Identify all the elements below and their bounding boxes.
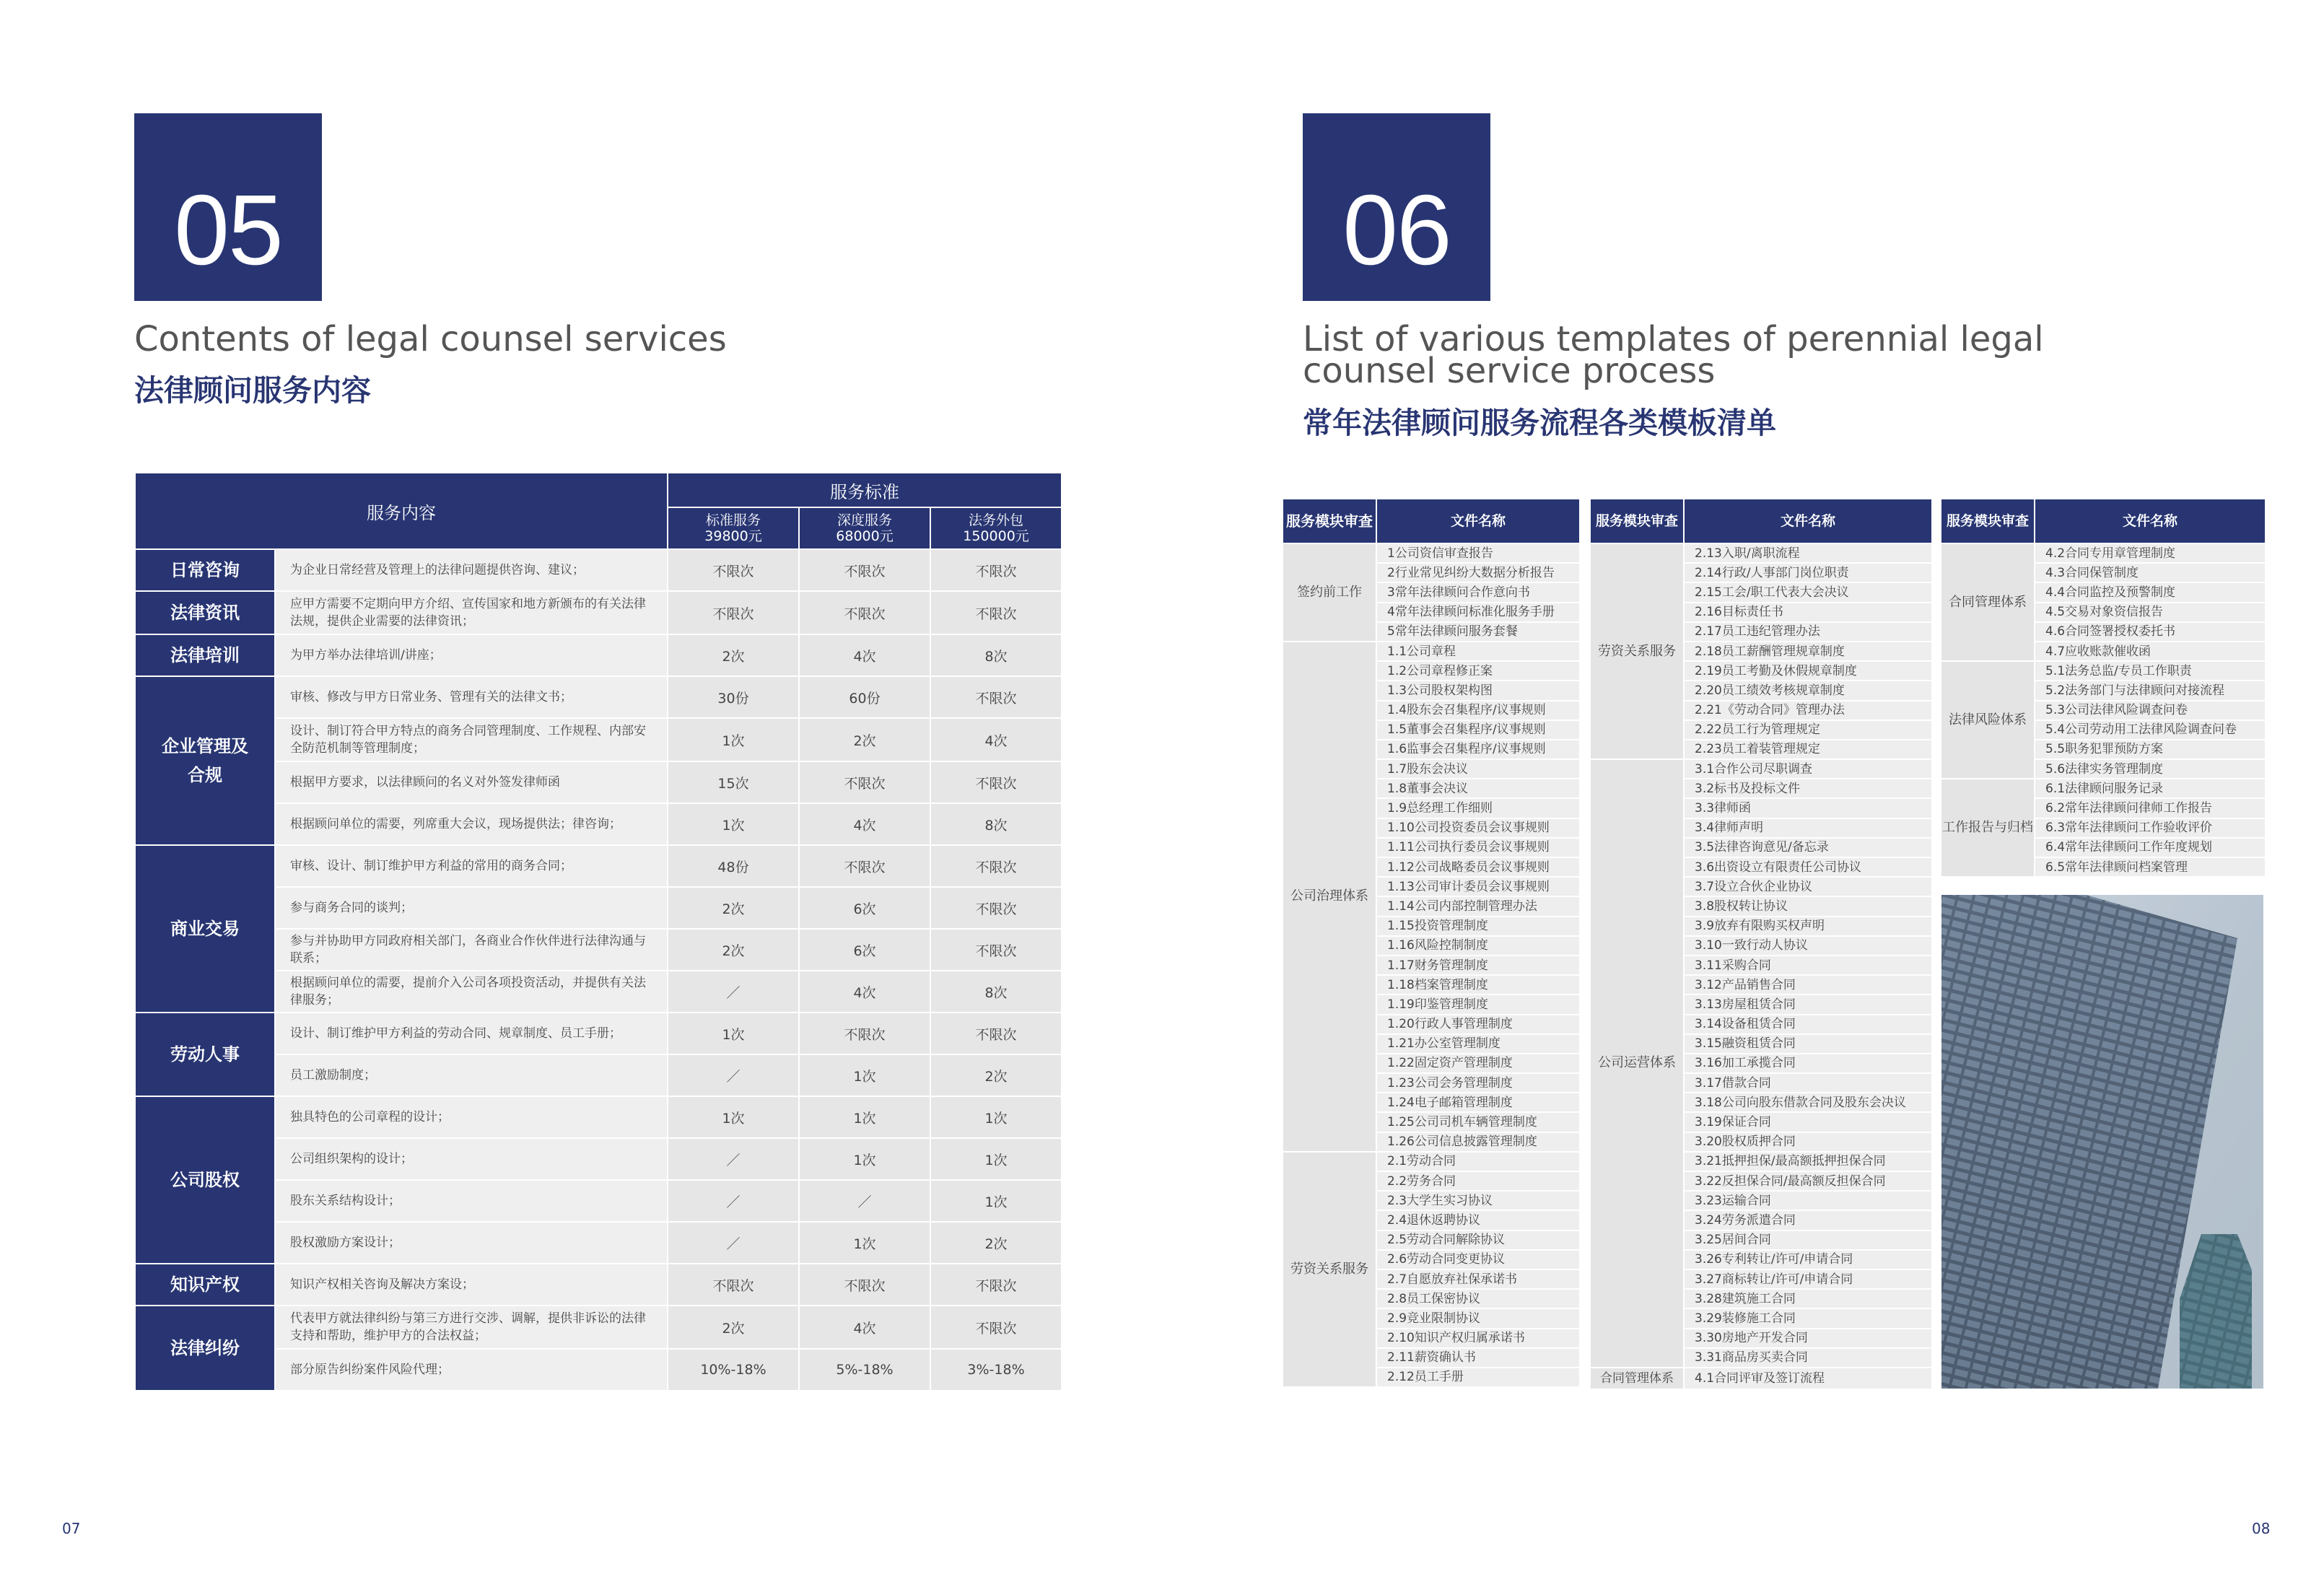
service-content-header: 服务内容 <box>135 473 668 549</box>
template-file: 5.3公司法律风险调查问卷 <box>2035 701 2266 720</box>
service-value: 2次 <box>930 1054 1062 1096</box>
service-description: 根据顾问单位的需要，提前介入公司各项投资活动，并提供有关法律服务； <box>275 971 668 1013</box>
template-file: 5常年法律顾问服务套餐 <box>1376 622 1580 642</box>
template-file: 5.1法务总监/专员工作职责 <box>2035 661 2266 681</box>
template-file: 2.8员工保密协议 <box>1376 1289 1580 1308</box>
service-category: 劳动人事 <box>135 1013 275 1096</box>
template-file: 4.6合同签署授权委托书 <box>2035 622 2266 642</box>
template-file: 5.4公司劳动用工法律风险调查问卷 <box>2035 720 2266 740</box>
template-file: 3.2标书及投标文件 <box>1684 779 1932 798</box>
service-row <box>135 549 1062 591</box>
service-value: 不限次 <box>930 761 1062 803</box>
template-row <box>1590 543 1932 563</box>
template-file: 2.18员工薪酬管理规章制度 <box>1684 642 1932 661</box>
template-file: 3.11采购合同 <box>1684 956 1932 975</box>
template-file: 6.3常年法律顾问工作验收评价 <box>2035 818 2266 838</box>
service-row <box>135 845 1062 887</box>
template-file: 4.3合同保管制度 <box>2035 563 2266 582</box>
template-file: 2.12员工手册 <box>1376 1368 1580 1387</box>
service-description: 股东关系结构设计； <box>275 1180 668 1222</box>
template-file: 6.4常年法律顾问工作年度规划 <box>2035 838 2266 857</box>
service-category: 企业管理及合规 <box>135 676 275 845</box>
module-cell: 劳资关系服务 <box>1590 543 1684 759</box>
service-value: 3%-18% <box>930 1349 1062 1391</box>
service-row <box>135 676 1062 718</box>
template-file: 2.20员工绩效考核规章制度 <box>1684 681 1932 700</box>
service-value: 不限次 <box>930 845 1062 887</box>
template-file: 3.6出资设立有限责任公司协议 <box>1684 857 1932 877</box>
service-value: 不限次 <box>930 591 1062 634</box>
service-value: 1次 <box>930 1096 1062 1138</box>
service-row <box>135 634 1062 676</box>
template-file: 3.3律师函 <box>1684 798 1932 818</box>
service-category: 法律纠纷 <box>135 1306 275 1391</box>
template-file: 2.14行政/人事部门岗位职责 <box>1684 563 1932 582</box>
section-badge-05: 05 <box>134 113 322 301</box>
template-file: 4.2合同专用章管理制度 <box>2035 543 2266 563</box>
template-file: 6.5常年法律顾问档案管理 <box>2035 857 2266 877</box>
service-category: 知识产权 <box>135 1264 275 1306</box>
template-file: 3.12产品销售合同 <box>1684 975 1932 994</box>
service-standard-header: 服务标准 <box>668 473 1062 507</box>
service-description: 根据顾问单位的需要，列席重大会议，现场提供法；律咨询； <box>275 803 668 845</box>
service-value: 48份 <box>668 845 799 887</box>
template-file: 1.10公司投资委员会议事规则 <box>1376 818 1580 838</box>
template-file: 3.26专利转让/许可/申请合同 <box>1684 1250 1932 1269</box>
service-value: 1次 <box>668 718 799 761</box>
service-value: 不限次 <box>930 1264 1062 1306</box>
template-file: 2.11薪资确认书 <box>1376 1348 1580 1368</box>
service-value: 4次 <box>930 718 1062 761</box>
service-category: 商业交易 <box>135 845 275 1013</box>
service-description: 为甲方举办法律培训/讲座； <box>275 634 668 676</box>
template-file: 2.22员工行为管理规定 <box>1684 720 1932 740</box>
template-file: 3.1合作公司尽职调查 <box>1684 759 1932 779</box>
templates-table-1 <box>1282 498 1581 1388</box>
service-description: 审核、设计、制订维护甲方利益的常用的商务合同； <box>275 845 668 887</box>
template-row <box>1941 543 2266 563</box>
template-file: 1.21办公室管理制度 <box>1376 1034 1580 1054</box>
service-value: 不限次 <box>799 1264 930 1306</box>
service-value: 15次 <box>668 761 799 803</box>
template-file: 2.21《劳动合同》管理办法 <box>1684 701 1932 720</box>
template-file: 5.6法律实务管理制度 <box>2035 759 2266 779</box>
template-file: 2.6劳动合同变更协议 <box>1376 1250 1580 1269</box>
template-file: 3.14设备租赁合同 <box>1684 1015 1932 1034</box>
service-value: 60份 <box>799 676 930 718</box>
template-file: 3.24劳务派遣合同 <box>1684 1210 1932 1230</box>
service-description: 根据甲方要求，以法律顾问的名义对外签发律师函 <box>275 761 668 803</box>
template-row <box>1941 779 2266 798</box>
service-value: 6次 <box>799 887 930 929</box>
template-file: 3.4律师声明 <box>1684 818 1932 838</box>
module-cell: 合同管理体系 <box>1590 1368 1684 1389</box>
section-title-en-06: List of various templates of perennial legal counsel service process <box>1303 319 2044 391</box>
template-file: 3.27商标转让/许可/申请合同 <box>1684 1269 1932 1289</box>
service-value: 8次 <box>930 634 1062 676</box>
template-row <box>1283 543 1580 563</box>
template-file: 3.31商品房买卖合同 <box>1684 1348 1932 1368</box>
service-description: 审核、修改与甲方日常业务、管理有关的法律文书； <box>275 676 668 718</box>
service-description: 股权激励方案设计； <box>275 1222 668 1264</box>
service-value: 1次 <box>930 1138 1062 1180</box>
service-value: 不限次 <box>799 591 930 634</box>
service-description: 代表甲方就法律纠纷与第三方进行交涉、调解，提供非诉讼的法律支持和帮助，维护甲方的合法权益； <box>275 1306 668 1349</box>
template-file: 3.29装修施工合同 <box>1684 1308 1932 1328</box>
file-header: 文件名称 <box>1376 499 1580 543</box>
module-header: 服务模块审查 <box>1590 499 1684 543</box>
file-header: 文件名称 <box>1684 499 1932 543</box>
template-file: 3.25居间合同 <box>1684 1230 1932 1250</box>
template-row <box>1283 642 1580 661</box>
section-badge-06: 06 <box>1303 113 1490 301</box>
service-value: 不限次 <box>668 591 799 634</box>
service-value: ／ <box>668 971 799 1013</box>
service-value: ／ <box>799 1180 930 1222</box>
service-value: 5%-18% <box>799 1349 930 1391</box>
service-value: 2次 <box>668 1306 799 1349</box>
tier-outsource: 法务外包 150000元 <box>930 507 1062 549</box>
template-file: 1.1公司章程 <box>1376 642 1580 661</box>
service-value: 6次 <box>799 929 930 971</box>
service-value: 4次 <box>799 971 930 1013</box>
template-file: 3.10一致行动人协议 <box>1684 936 1932 956</box>
template-file: 1.19印鉴管理制度 <box>1376 994 1580 1014</box>
service-row <box>135 1264 1062 1306</box>
service-value: 1次 <box>799 1054 930 1096</box>
tier-deep: 深度服务 68000元 <box>799 507 930 549</box>
service-value: 10%-18% <box>668 1349 799 1391</box>
template-file: 2.15工会/职工代表大会决议 <box>1684 582 1932 602</box>
template-file: 3.19保证合同 <box>1684 1112 1932 1132</box>
template-file: 2.23员工着装管理规定 <box>1684 740 1932 759</box>
template-file: 4.7应收账款催收函 <box>2035 642 2266 661</box>
template-file: 1.8董事会决议 <box>1376 779 1580 798</box>
template-file: 3.28建筑施工合同 <box>1684 1289 1932 1308</box>
template-file: 1.9总经理工作细则 <box>1376 798 1580 818</box>
template-file: 1.2公司章程修正案 <box>1376 661 1580 681</box>
service-row <box>135 1013 1062 1054</box>
service-description: 员工激励制度； <box>275 1054 668 1096</box>
template-file: 1.5董事会召集程序/议事规则 <box>1376 720 1580 740</box>
template-file: 2.4退休返聘协议 <box>1376 1210 1580 1230</box>
template-file: 1.24电子邮箱管理制度 <box>1376 1093 1580 1112</box>
service-value: 1次 <box>668 1096 799 1138</box>
template-file: 1.23公司会务管理制度 <box>1376 1073 1580 1093</box>
service-description: 参与商务合同的谈判； <box>275 887 668 929</box>
section-title-en-05: Contents of legal counsel services <box>134 319 727 359</box>
section-title-zh-05: 法律顾问服务内容 <box>134 373 371 408</box>
template-file: 4.5交易对象资信报告 <box>2035 603 2266 622</box>
service-value: ／ <box>668 1180 799 1222</box>
template-file: 4常年法律顾问标准化服务手册 <box>1376 603 1580 622</box>
service-value: 2次 <box>799 718 930 761</box>
service-description: 参与并协助甲方同政府相关部门，各商业合作伙伴进行法律沟通与联系； <box>275 929 668 971</box>
template-file: 3.5法律咨询意见/备忘录 <box>1684 838 1932 857</box>
services-table <box>134 472 1062 1391</box>
template-file: 1.7股东会决议 <box>1376 759 1580 779</box>
service-value: 不限次 <box>799 549 930 591</box>
template-file: 1.4股东会召集程序/议事规则 <box>1376 701 1580 720</box>
service-category: 法律培训 <box>135 634 275 676</box>
service-value: 不限次 <box>930 549 1062 591</box>
service-value: 4次 <box>799 1306 930 1349</box>
template-file: 2行业常见纠纷大数据分析报告 <box>1376 563 1580 582</box>
service-value: 8次 <box>930 803 1062 845</box>
template-file: 1公司资信审查报告 <box>1376 543 1580 563</box>
template-file: 2.5劳动合同解除协议 <box>1376 1230 1580 1250</box>
file-header: 文件名称 <box>2035 499 2266 543</box>
template-file: 3.30房地产开发合同 <box>1684 1329 1932 1348</box>
template-file: 2.13入职/离职流程 <box>1684 543 1932 563</box>
template-file: 3.23运输合同 <box>1684 1191 1932 1210</box>
template-file: 3.16加工承揽合同 <box>1684 1054 1932 1073</box>
template-file: 2.17员工违纪管理办法 <box>1684 622 1932 642</box>
template-file: 1.22固定资产管理制度 <box>1376 1054 1580 1073</box>
module-cell: 法律风险体系 <box>1941 661 2035 779</box>
service-category: 日常咨询 <box>135 549 275 591</box>
service-row <box>135 1096 1062 1138</box>
service-row <box>135 591 1062 634</box>
template-file: 6.1法律顾问服务记录 <box>2035 779 2266 798</box>
service-description: 设计、制订符合甲方特点的商务合同管理制度、工作规程、内部安全防范机制等管理制度； <box>275 718 668 761</box>
service-value: 1次 <box>668 803 799 845</box>
service-value: ／ <box>668 1222 799 1264</box>
module-header: 服务模块审查 <box>1283 499 1376 543</box>
service-value: 不限次 <box>930 676 1062 718</box>
service-value: 不限次 <box>799 761 930 803</box>
service-value: 不限次 <box>930 1306 1062 1349</box>
service-value: 8次 <box>930 971 1062 1013</box>
template-file: 2.19员工考勤及休假规章制度 <box>1684 661 1932 681</box>
service-value: 1次 <box>930 1180 1062 1222</box>
service-value: 不限次 <box>799 1013 930 1054</box>
service-value: 1次 <box>799 1138 930 1180</box>
module-header: 服务模块审查 <box>1941 499 2035 543</box>
service-value: 不限次 <box>930 1013 1062 1054</box>
template-file: 2.9竞业限制协议 <box>1376 1308 1580 1328</box>
template-file: 6.2常年法律顾问律师工作报告 <box>2035 798 2266 818</box>
template-row <box>1590 759 1932 779</box>
section-title-zh-06: 常年法律顾问服务流程各类模板清单 <box>1303 406 1776 440</box>
template-row <box>1283 1152 1580 1171</box>
tier-standard: 标准服务 39800元 <box>668 507 799 549</box>
service-description: 应甲方需要不定期向甲方介绍、宣传国家和地方新颁布的有关法律法规，提供企业需要的法律资讯； <box>275 591 668 634</box>
page-number-right: 08 <box>2252 1520 2271 1537</box>
service-value: 2次 <box>668 929 799 971</box>
template-file: 4.4合同监控及预警制度 <box>2035 582 2266 602</box>
service-value: 不限次 <box>668 1264 799 1306</box>
service-value: 30份 <box>668 676 799 718</box>
template-file: 2.16目标责任书 <box>1684 603 1932 622</box>
template-file: 1.3公司股权架构图 <box>1376 681 1580 700</box>
service-description: 独具特色的公司章程的设计； <box>275 1096 668 1138</box>
template-file: 1.14公司内部控制管理办法 <box>1376 896 1580 916</box>
service-value: 不限次 <box>668 549 799 591</box>
page-number-left: 07 <box>62 1520 81 1537</box>
service-description: 部分原告纠纷案件风险代理； <box>275 1349 668 1391</box>
template-file: 2.1劳动合同 <box>1376 1152 1580 1171</box>
module-cell: 签约前工作 <box>1283 543 1376 642</box>
template-file: 1.25公司司机车辆管理制度 <box>1376 1112 1580 1132</box>
service-value: 1次 <box>799 1096 930 1138</box>
template-file: 3常年法律顾问合作意向书 <box>1376 582 1580 602</box>
service-value: 不限次 <box>930 887 1062 929</box>
template-file: 5.2法务部门与法律顾问对接流程 <box>2035 681 2266 700</box>
template-row <box>1590 1368 1932 1389</box>
template-file: 2.10知识产权归属承诺书 <box>1376 1329 1580 1348</box>
template-file: 1.17财务管理制度 <box>1376 956 1580 975</box>
template-file: 4.1合同评审及签订流程 <box>1684 1368 1932 1389</box>
template-file: 3.17借款合同 <box>1684 1073 1932 1093</box>
service-category: 公司股权 <box>135 1096 275 1264</box>
template-file: 3.21抵押担保/最高额抵押担保合同 <box>1684 1152 1932 1171</box>
template-file: 1.18档案管理制度 <box>1376 975 1580 994</box>
template-file: 1.16风险控制制度 <box>1376 936 1580 956</box>
template-file: 1.15投资管理制度 <box>1376 917 1580 936</box>
template-file: 2.7自愿放弃社保承诺书 <box>1376 1269 1580 1289</box>
service-description: 为企业日常经营及管理上的法律问题提供咨询、建议； <box>275 549 668 591</box>
service-value: 1次 <box>799 1222 930 1264</box>
templates-table-2 <box>1589 498 1933 1390</box>
module-cell: 公司运营体系 <box>1590 759 1684 1368</box>
template-file: 5.5职务犯罪预防方案 <box>2035 740 2266 759</box>
module-cell: 公司治理体系 <box>1283 642 1376 1152</box>
service-value: 4次 <box>799 634 930 676</box>
service-value: 4次 <box>799 803 930 845</box>
template-file: 1.20行政人事管理制度 <box>1376 1015 1580 1034</box>
service-value: 不限次 <box>930 929 1062 971</box>
service-category: 法律资讯 <box>135 591 275 634</box>
template-file: 1.13公司审计委员会议事规则 <box>1376 877 1580 896</box>
template-file: 1.12公司战略委员会议事规则 <box>1376 857 1580 877</box>
template-file: 3.9放弃有限购买权声明 <box>1684 917 1932 936</box>
service-description: 知识产权相关咨询及解决方案设； <box>275 1264 668 1306</box>
template-row <box>1941 661 2266 681</box>
template-file: 3.15融资租赁合同 <box>1684 1034 1932 1054</box>
service-value: 1次 <box>668 1013 799 1054</box>
service-value: ／ <box>668 1138 799 1180</box>
service-value: 2次 <box>668 887 799 929</box>
template-file: 3.20股权质押合同 <box>1684 1132 1932 1152</box>
service-value: 不限次 <box>799 845 930 887</box>
template-file: 1.11公司执行委员会议事规则 <box>1376 838 1580 857</box>
service-value: 2次 <box>668 634 799 676</box>
templates-table-3 <box>1940 498 2266 878</box>
service-value: 2次 <box>930 1222 1062 1264</box>
template-file: 3.18公司向股东借款合同及股东会决议 <box>1684 1093 1932 1112</box>
building-photo <box>1941 895 2263 1389</box>
service-value: ／ <box>668 1054 799 1096</box>
template-file: 3.22反担保合同/最高额反担保合同 <box>1684 1171 1932 1191</box>
service-row <box>135 1306 1062 1349</box>
module-cell: 工作报告与归档 <box>1941 779 2035 877</box>
template-file: 1.26公司信息披露管理制度 <box>1376 1132 1580 1152</box>
service-description: 公司组织架构的设计； <box>275 1138 668 1180</box>
template-file: 2.3大学生实习协议 <box>1376 1191 1580 1210</box>
service-description: 设计、制订维护甲方利益的劳动合同、规章制度、员工手册； <box>275 1013 668 1054</box>
template-file: 3.13房屋租赁合同 <box>1684 994 1932 1014</box>
template-file: 3.8股权转让协议 <box>1684 896 1932 916</box>
template-file: 3.7设立合伙企业协议 <box>1684 877 1932 896</box>
template-file: 2.2劳务合同 <box>1376 1171 1580 1191</box>
module-cell: 劳资关系服务 <box>1283 1152 1376 1387</box>
module-cell: 合同管理体系 <box>1941 543 2035 661</box>
template-file: 1.6监事会召集程序/议事规则 <box>1376 740 1580 759</box>
